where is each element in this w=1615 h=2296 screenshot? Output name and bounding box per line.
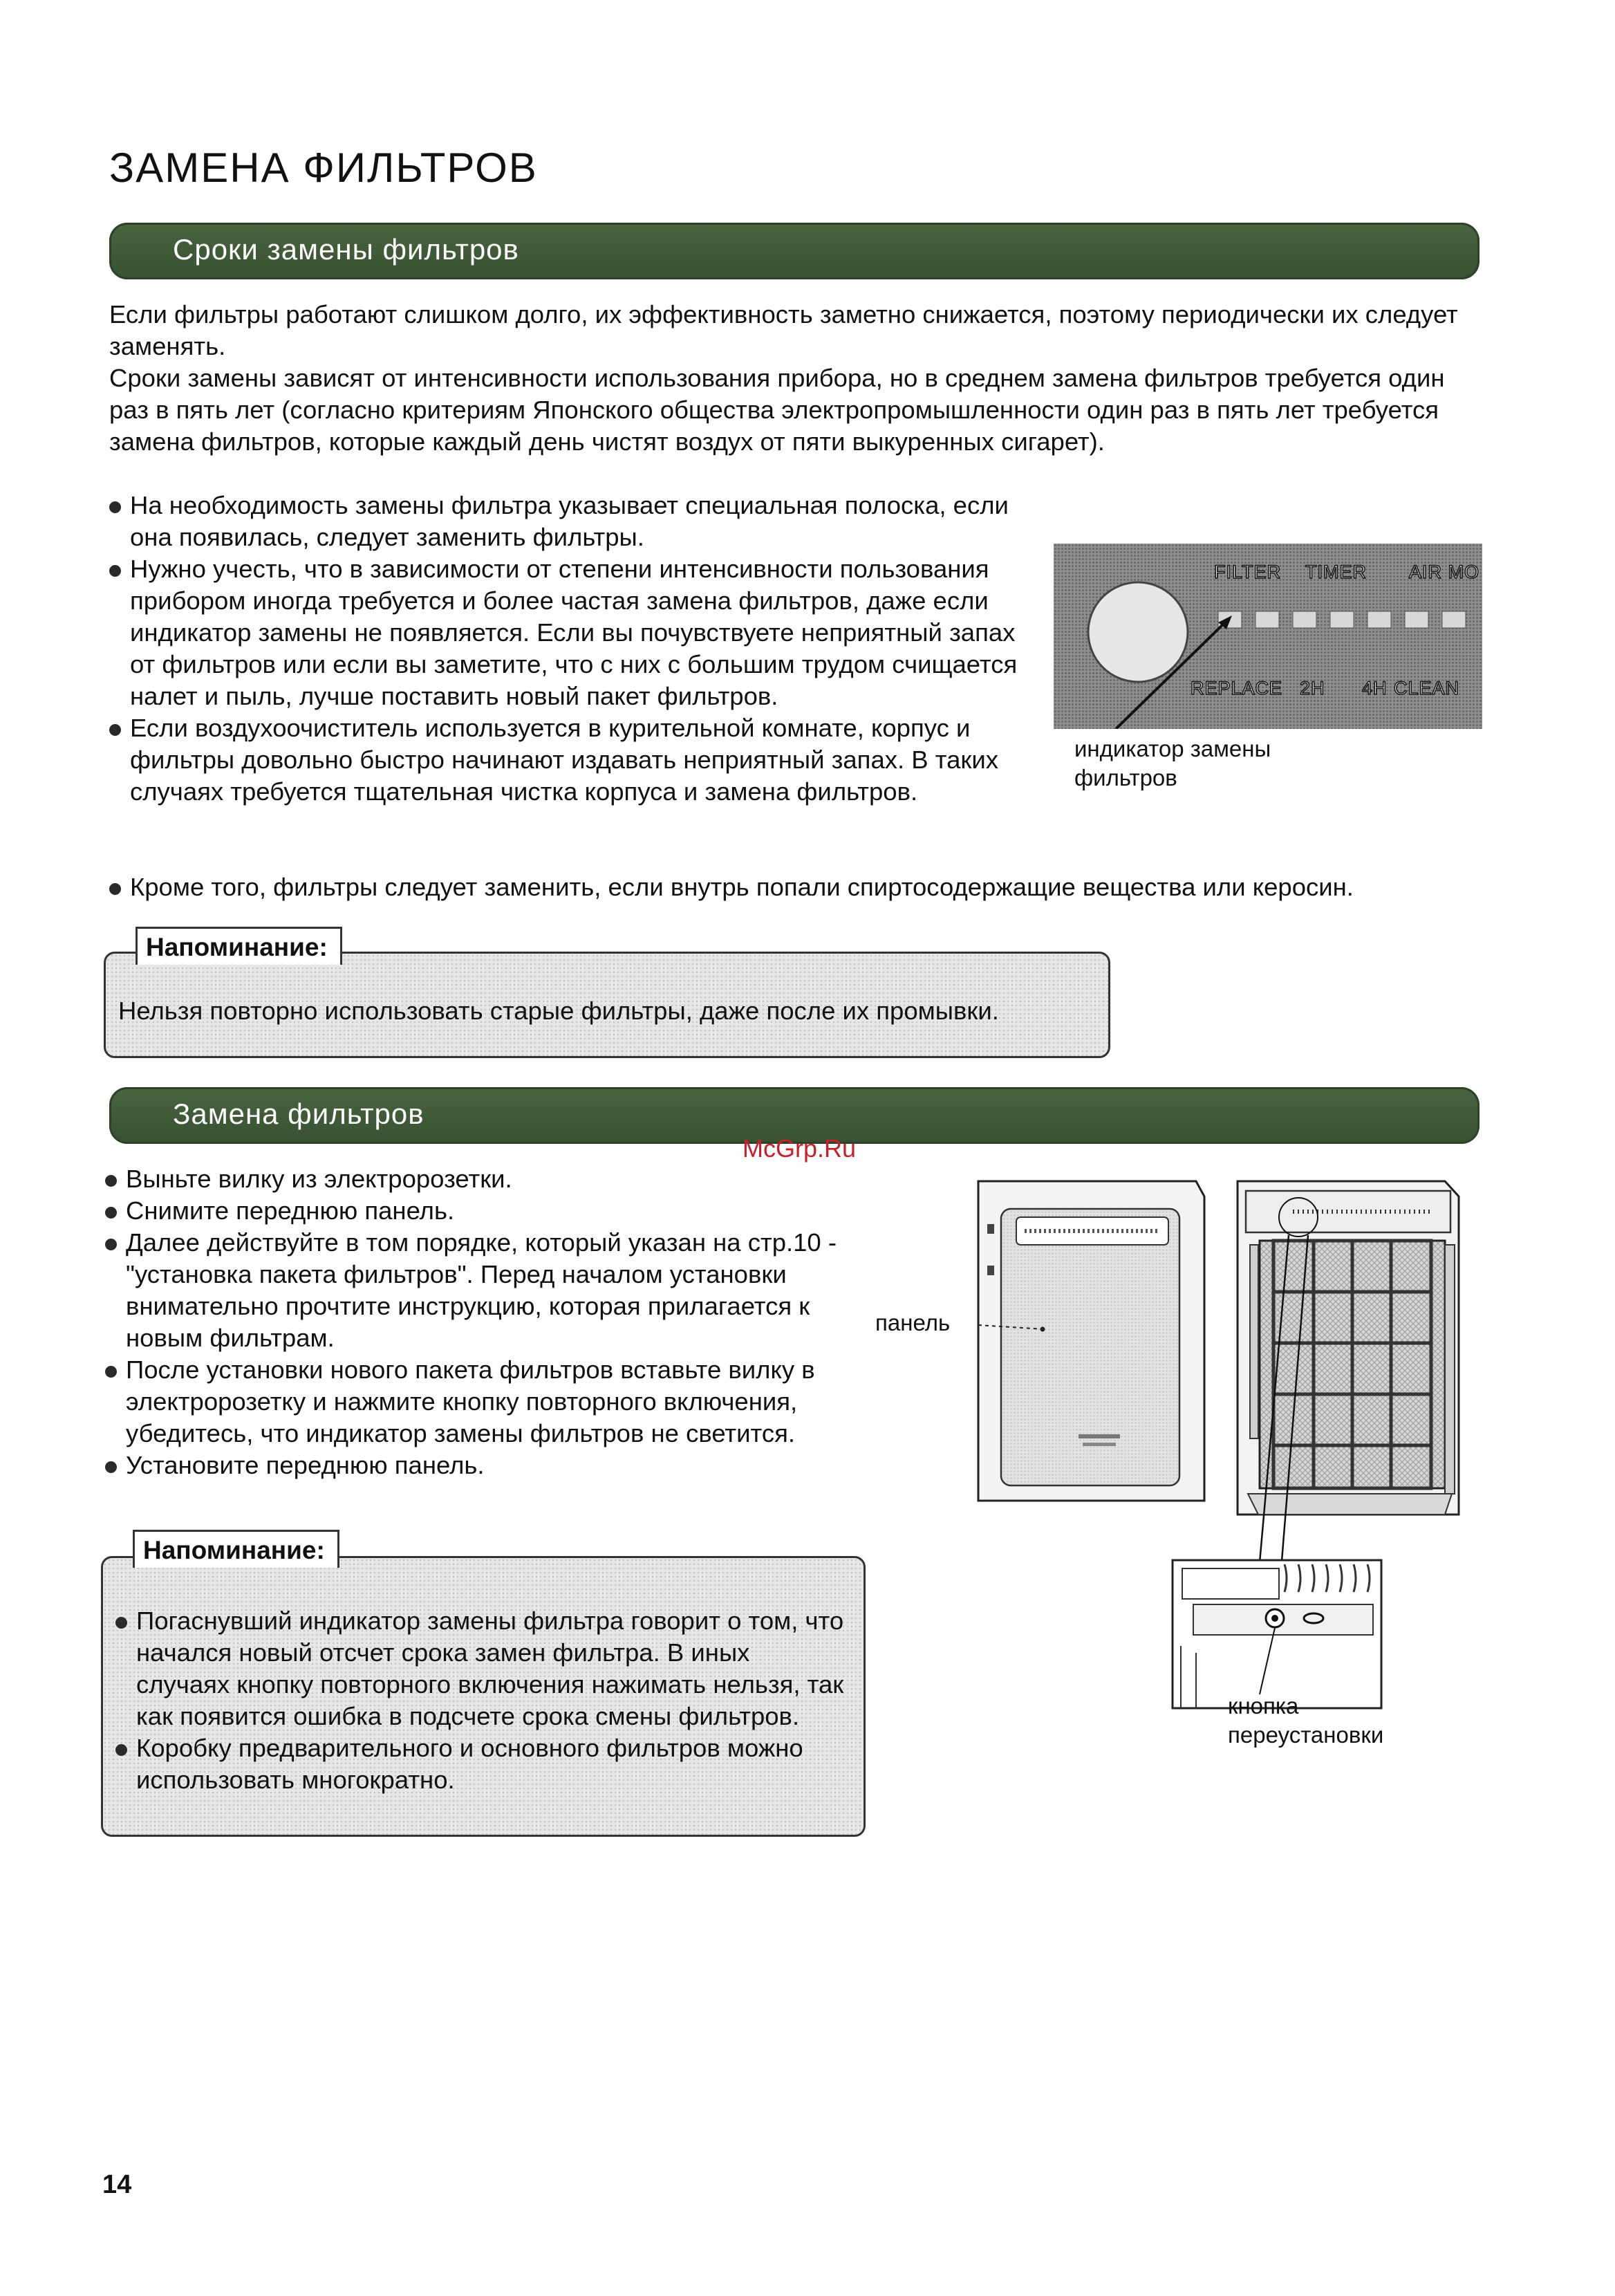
list-item: Далее действуйте в том порядке, который указан на стр.10 - "установка пакета фильтров". Перед началом установки внимательно прочтите инструкцию, которая прилагается к новым фильтрам.: [105, 1227, 838, 1354]
indicator-caption: [1074, 734, 1271, 793]
control-panel-image: [1054, 544, 1482, 729]
reminder-bullets: [115, 1605, 848, 1796]
list-item: После установки нового пакета фильтров вставьте вилку в электророзетку и нажмите кнопку повторного включения, убедитесь, что индикатор замены фильтров не светится.: [105, 1354, 838, 1450]
panel-label-timer: TIMER: [1305, 562, 1367, 582]
reset-button-caption-line: переустановки: [1228, 1722, 1384, 1748]
control-panel-illustration: [1054, 544, 1482, 729]
panel-label-air-mode: AIR MO: [1409, 562, 1480, 582]
reminder-label: Напоминание:: [133, 1530, 339, 1568]
panel-label-clean: CLEAN: [1394, 678, 1460, 698]
bullet-list: [105, 1163, 838, 1481]
list-item: Погаснувший индикатор замены фильтра говорит о том, что начался новый отсчет срока замен фильтра. В иных случаях кнопку повторного включения нажимать нельзя, так как появится ошибка в подсчете срока смены фильтров.: [115, 1605, 848, 1732]
reminder-label: Напоминание:: [136, 927, 342, 965]
indicator-caption-line: фильтров: [1074, 765, 1177, 790]
page-title: ЗАМЕНА ФИЛЬТРОВ: [109, 145, 538, 191]
list-item: Снимите переднюю панель.: [105, 1195, 838, 1227]
reset-button-caption: [1228, 1692, 1383, 1750]
intro-paragraph: Сроки замены зависят от интенсивности использования прибора, но в среднем замена фильтров требуется один раз в пять лет (согласно критериям Японского общества электропромышленности один раз в пять лет требуется замена фильтров, которые каждый день чистят воздух от пяти выкуренных сигарет).: [109, 364, 1445, 456]
reminder-box: [104, 952, 1110, 1058]
intro-paragraph: Если фильтры работают слишком долго, их эффективность заметно снижается, поэтому периодически их следует заменять.: [109, 300, 1458, 360]
indicator-caption-line: индикатор замены: [1074, 736, 1271, 761]
panel-label-4h: 4H: [1362, 678, 1388, 698]
reset-button-caption-line: кнопка: [1228, 1693, 1299, 1719]
list-item: Кроме того, фильтры следует заменить, если внутрь попали спиртосодержащие вещества или керосин.: [109, 871, 1492, 903]
section-header-replacement-terms: [109, 223, 1479, 279]
front-panel: [978, 1181, 1204, 1501]
intro-text: [109, 299, 1478, 458]
bullet-list: [109, 490, 1036, 808]
section-heading: Замена фильтров: [173, 1098, 424, 1130]
open-unit: [1238, 1181, 1459, 1515]
watermark: McGrp.Ru: [743, 1134, 857, 1163]
section-heading: Сроки замены фильтров: [173, 233, 519, 266]
page-number: 14: [102, 2170, 132, 2199]
list-item: На необходимость замены фильтра указывает специальная полоска, если она появилась, следует заменить фильтры.: [109, 490, 1036, 553]
indicator-lights: [1218, 611, 1466, 628]
list-item: Выньте вилку из электророзетки.: [105, 1163, 838, 1195]
air-purifier-illustration: [871, 1169, 1479, 1763]
reminder-text: Нельзя повторно использовать старые фильтры, даже после их промывки.: [118, 997, 999, 1025]
reminder-box: [101, 1556, 866, 1837]
list-item: Если воздухоочиститель используется в курительной комнате, корпус и фильтры довольно быстро начинают издавать неприятный запах. В таких случаях требуется тщательная чистка корпуса и замена фильтров.: [109, 712, 1036, 808]
panel-label-2h: 2H: [1300, 678, 1325, 698]
list-item: Нужно учесть, что в зависимости от степени интенсивности пользования прибором иногда требуется и более частая замена фильтров, даже если индикатор замены не появляется. Если вы почувствуете неприятный запах от фильтров или если вы заметите, что с них с большим трудом счищается налет и пыль, лучше поставить новый пакет фильтров.: [109, 553, 1036, 712]
reset-button-closeup: [1173, 1560, 1381, 1708]
panel-label-filter: FILTER: [1214, 562, 1282, 582]
air-purifier-diagram: [871, 1169, 1479, 1763]
list-item: Установите переднюю панель.: [105, 1450, 838, 1481]
panel-label: панель: [875, 1310, 951, 1335]
panel-label-replace: REPLACE: [1191, 678, 1283, 698]
list-item: Коробку предварительного и основного фильтров можно использовать многократно.: [115, 1732, 848, 1796]
